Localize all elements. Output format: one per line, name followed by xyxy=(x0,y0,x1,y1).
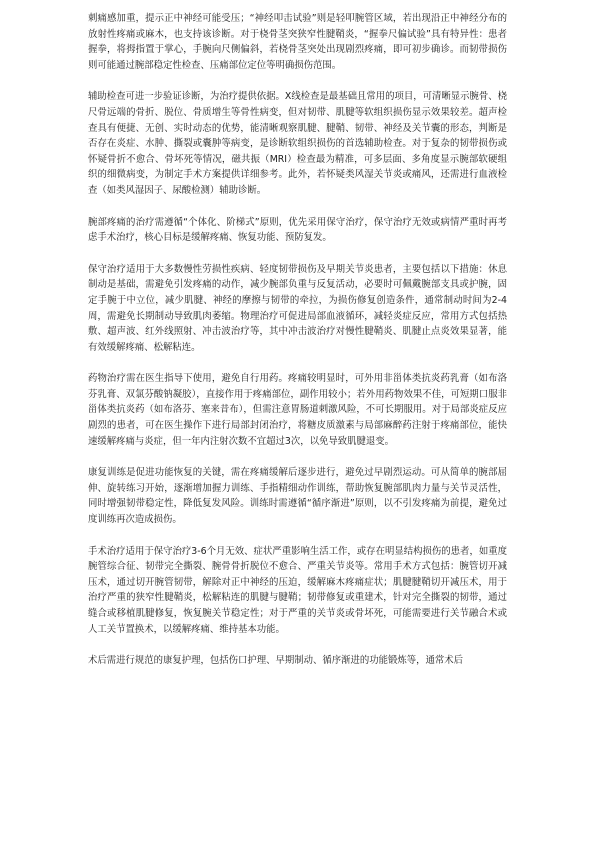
paragraph-treatment-principle: 腕部疼痛的治疗需遵循“个体化、阶梯式”原则，优先采用保守治疗，保守治疗无效或病情严重时再考虑手术治疗，核心目标是缓解疼痛、恢复功能、预防复发。 xyxy=(88,216,507,244)
paragraph-auxiliary-exams: 辅助检查可进一步验证诊断，为治疗提供依据。X线检查是最基础且常用的项目，可清晰显示腕骨、桡尺骨远端的骨折、脱位、骨质增生等骨性病变，但对韧带、肌腱等软组织损伤显示效果较差。超声检查具有便捷、无创、实时动态的优势，能清晰观察肌腱、腱鞘、韧带、神经及关节囊的形态，判断是否存在炎症、水肿、撕裂或囊肿等病变，是诊断软组织损伤的首选辅助检查。对于复杂的韧带损伤或怀疑骨折不愈合、骨坏死等情况，磁共振（MRI）检查最为精准，可多层面、多角度显示腕部软硬组织的细微病变，为制定手术方案提供详细参考。此外，若怀疑类风湿关节炎或痛风，还需进行血液检查（如类风湿因子、尿酸检测）辅助诊断。 xyxy=(88,91,507,196)
paragraph-rehabilitation: 康复训练是促进功能恢复的关键，需在疼痛缓解后逐步进行，避免过早剧烈运动。可从简单的腕部屈伸、旋转练习开始，逐渐增加握力训练、手指精细动作训练，帮助恢复腕部肌肉力量与关节灵活性，同时增强韧带稳定性，降低复发风险。训练时需遵循“循序渐进”原则，以不引发疼痛为前提，避免过度训练再次造成损伤。 xyxy=(88,467,507,526)
paragraph-conservative-treatment: 保守治疗适用于大多数慢性劳损性疾病、轻度韧带损伤及早期关节炎患者，主要包括以下措施：休息制动是基础，需避免引发疼痛的动作，减少腕部负重与反复活动，必要时可佩戴腕部支具或护腕，固定手腕于中立位，减少肌腱、神经的摩擦与韧带的牵拉，为损伤修复创造条件，通常制动时间为2-4周，需避免长期制动导致肌肉萎缩。物理治疗可促进局部血液循环，减轻炎症反应，常用方式包括热敷、超声波、红外线照射、冲击波治疗等，其中冲击波治疗对慢性腱鞘炎、肌腱止点炎效果显著，能有效缓解疼痛、松解粘连。 xyxy=(88,263,507,353)
paragraph-postoperative-care: 术后需进行规范的康复护理，包括伤口护理、早期制动、循序渐进的功能锻炼等，通常术后 xyxy=(88,655,464,667)
paragraph-surgery: 手术治疗适用于保守治疗3-6个月无效、症状严重影响生活工作，或存在明显结构损伤的患者，如重度腕管综合征、韧带完全撕裂、腕骨骨折脱位不愈合、严重关节炎等。常用手术方式包括：腕管切开减压术，通过切开腕管韧带，解除对正中神经的压迫，缓解麻木疼痛症状；肌腱腱鞘切开减压术，用于治疗严重的狭窄性腱鞘炎，松解粘连的肌腱与腱鞘；韧带修复或重建术，针对完全撕裂的韧带，通过缝合或移植肌腱修复，恢复腕关节稳定性；对于严重的关节炎或骨坏死，可能需要进行关节融合术或人工关节置换术，以缓解疼痛、维持基本功能。 xyxy=(88,545,507,635)
paragraph-drug-treatment: 药物治疗需在医生指导下使用，避免自行用药。疼痛较明显时，可外用非甾体类抗炎药乳膏（如布洛芬乳膏、双氯芬酸钠凝胶），直接作用于疼痛部位，副作用较小；若外用药物效果不佳，可短期口服非甾体类抗炎药（如布洛芬、塞来昔布），但需注意胃肠道刺激风险，不可长期服用。对于局部炎症反应剧烈的患者，可在医生操作下进行局部封闭治疗，将糖皮质激素与局部麻醉药注射于疼痛部位，能快速缓解疼痛与炎症，但一年内注射次数不宜超过3次，以免导致肌腱退变。 xyxy=(88,373,507,447)
paragraph-diagnostic-tests: 刺痛感加重，提示正中神经可能受压；“神经叩击试验”则是轻叩腕管区域，若出现沿正中神经分布的放射性疼痛或麻木，也支持该诊断。对于桡骨茎突狭窄性腱鞘炎，“握拳尺偏试验”具有特异性：患者握拳，将拇指置于掌心，手腕向尺侧偏斜，若桡骨茎突处出现剧烈疼痛，即可初步确诊。而韧带损伤则可能通过腕部稳定性检查、压痛部位定位等明确损伤范围。 xyxy=(88,13,507,71)
